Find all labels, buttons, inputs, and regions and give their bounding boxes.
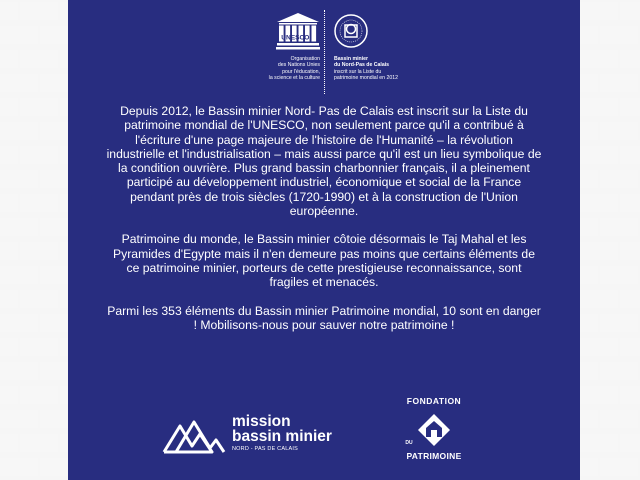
brick [0,410,38,428]
brick [580,386,618,404]
brick [580,290,618,308]
header-divider [324,10,325,94]
brick [580,50,618,68]
paragraph-call-to-action: Parmi les 353 éléments du Bassin minier Patrimoine mondial, 10 sont en danger ! Mobilisons-nous pour sauver notre patrimoine ! [107,303,541,332]
brick [580,338,618,356]
brick [20,338,58,356]
brick [580,194,618,212]
site-bold-line: Bassin minier [334,56,369,62]
brick [20,146,58,164]
brick [600,26,638,44]
header-logos [68,8,580,88]
world-heritage-seal-icon [334,14,368,48]
site-caption [334,56,444,82]
brick [600,410,638,428]
brick [20,242,58,260]
paragraph-intro: Depuis 2012, le Bassin minier Nord- Pas de Calais est inscrit sur la Liste du patrimoine mondial de l'UNESCO, non seulement parce qu'il a contribué à l'écriture d'une page majeure de l'histoire de l'Humanité – la révolution industrielle et l'industrialisation – mais aussi parce qu'il est un lieu symbolique de la condition ouvrière. Plus grand bassin charbonnier français, il a pleinement participé au développement industriel, économique et social de la France pendant près de trois siècles (1720-1990) et à la construction de l'Union européenne. [106,104,542,219]
fondation-du-word: DU [405,440,413,446]
unesco-line: des Nations Unies [277,62,320,69]
brick [620,386,640,404]
brick [20,50,58,68]
fondation-bottom-word: PATRIMOINE [406,451,462,461]
site-line: patrimoine mondial en 2012 [334,75,399,82]
brick [620,194,640,212]
brick [0,50,18,68]
brick [0,122,38,140]
brick [0,434,18,452]
brick [600,266,638,284]
mission-subtitle: NORD - PAS DE CALAIS [232,446,298,452]
brick [620,98,640,116]
brick [20,434,58,452]
brick [0,74,38,92]
brick [620,242,640,260]
unesco-line: pour l'éducation, [282,68,320,75]
brick [20,386,58,404]
brick [620,50,640,68]
mission-mountains-logo [162,418,226,454]
paragraph-heritage: Patrimoine du monde, le Bassin minier côtoie désormais le Taj Mahal et les Pyramides d'Egypte mais il n'en demeure pas moins que certains éléments de ce patrimoine minier, porteurs de cette prestigieuse reconnaissance, sont fragiles et menacés. [113,232,535,290]
brick [20,290,58,308]
brick [580,242,618,260]
brick [0,98,18,116]
site-line: inscrit sur la Liste du [334,68,382,75]
fondation-house-logo [416,412,452,452]
unesco-line: la science et la culture [268,75,320,82]
brick [600,362,638,380]
brick [0,242,18,260]
brick [0,338,18,356]
brick [0,2,18,20]
brick [20,2,58,20]
content-panel [68,0,580,480]
brick [600,170,638,188]
site-bold-line: du Nord-Pas de Calais [334,62,390,69]
brick [620,338,640,356]
mission-name [232,414,332,444]
brick [620,290,640,308]
brick [20,98,58,116]
fondation-patrimoine-logo [394,392,474,472]
brick [0,386,18,404]
brick [0,362,38,380]
brick [620,2,640,20]
mission-line: bassin minier [232,428,332,445]
brick [0,314,38,332]
unesco-line: Organisation [290,56,320,62]
brick [580,2,618,20]
brick [580,146,618,164]
brick [600,74,638,92]
mission-line: mission [232,413,291,430]
brick [0,458,38,476]
brick [620,434,640,452]
brick [0,194,18,212]
brick [580,434,618,452]
mission-bassin-minier-logo [162,408,342,454]
brick [0,146,18,164]
brick [600,122,638,140]
brick [600,314,638,332]
brick [600,218,638,236]
brick [0,266,38,284]
brick [0,290,18,308]
brick [580,98,618,116]
brick [600,458,638,476]
brick [0,26,38,44]
brick [0,170,38,188]
main-text [106,104,542,346]
fondation-top-word: FONDATION [406,396,462,406]
brick [620,146,640,164]
brick [20,194,58,212]
unesco-caption [218,56,320,82]
unesco-logo-word: UNESCO [281,34,310,42]
unesco-temple-icon [276,12,320,50]
brick [0,218,38,236]
